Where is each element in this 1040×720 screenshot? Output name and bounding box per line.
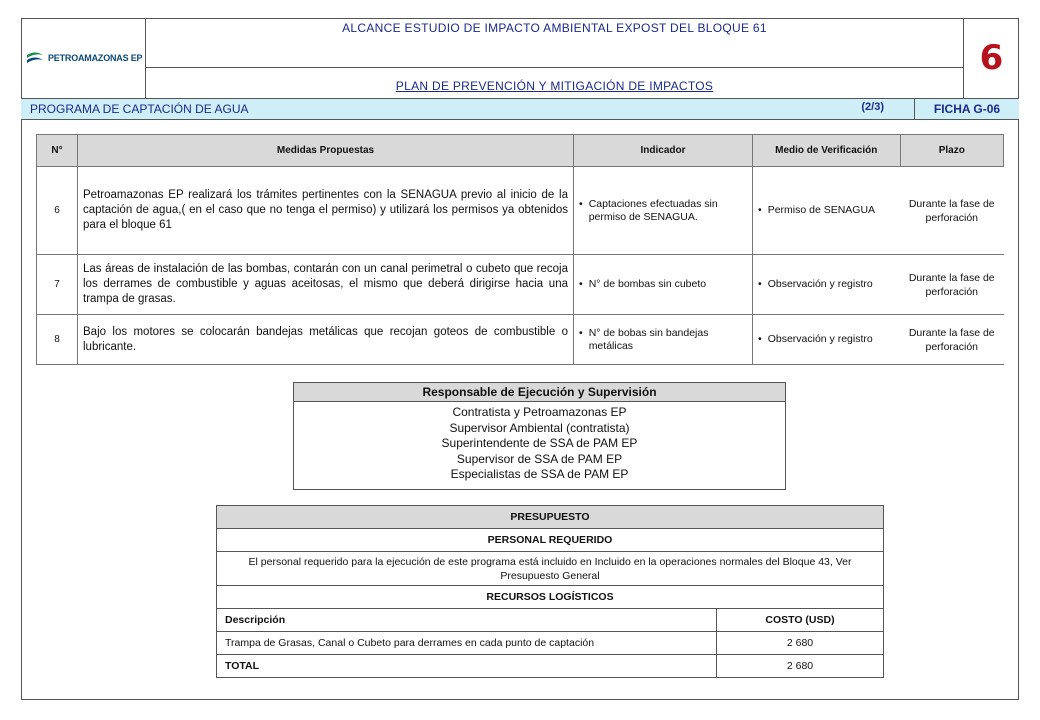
list-item: Contratista y Petroamazonas EP: [452, 405, 627, 419]
document-title: ALCANCE ESTUDIO DE IMPACTO AMBIENTAL EXPOST DEL BLOQUE 61: [146, 18, 963, 68]
header-number: N°: [37, 135, 78, 167]
verification-text: Observación y registro: [767, 333, 873, 345]
table-row: [37, 315, 1004, 365]
total-label: TOTAL: [217, 655, 717, 678]
list-item: Especialistas de SSA de PAM EP: [450, 467, 629, 481]
total-value: 2 680: [717, 655, 884, 678]
bullet-icon: •: [758, 333, 762, 345]
responsible-box: [293, 382, 786, 490]
list-item: Superintendente de SSA de PAM EP: [441, 436, 638, 450]
verification-text: Observación y registro: [767, 278, 873, 290]
header-measures: Medidas Propuestas: [78, 135, 574, 167]
row-term: Durante la fase de perforación: [900, 315, 1004, 365]
document-header: [21, 18, 1019, 98]
row-verification: [753, 167, 901, 255]
row-verification: [753, 255, 901, 315]
header-verification: Medio de Verificación: [753, 135, 901, 167]
page-indicator: (2/3): [861, 101, 884, 113]
item-cost: 2 680: [717, 632, 884, 655]
row-measure: Petroamazonas EP realizará los trámites pertinentes con la SENAGUA previo al inicio de la captación de agua,( en el caso que no tenga el permiso) y utilizará los permisos ya obtenidos para el bloque 61: [78, 167, 574, 255]
row-indicator: [574, 315, 753, 365]
logo-cell: [21, 18, 146, 98]
measures-table: [36, 134, 1004, 365]
table-row: [37, 167, 1004, 255]
logo-text: PETROAMAZONAS EP: [48, 53, 143, 63]
document-subtitle: PLAN DE PREVENCIÓN Y MITIGACIÓN DE IMPACTOS: [395, 79, 714, 93]
row-measure: Bajo los motores se colocarán bandejas metálicas que recojan goteos de combustible o lubricante.: [78, 315, 574, 365]
row-indicator: [574, 255, 753, 315]
row-term: Durante la fase de perforación: [900, 167, 1004, 255]
table-row: [217, 632, 884, 655]
indicator-text: N° de bobas sin bandejas metálicas: [588, 326, 709, 352]
row-number: 6: [37, 167, 78, 255]
bullet-icon: •: [579, 278, 583, 290]
chapter-number-cell: [963, 18, 1019, 98]
row-indicator: [574, 167, 753, 255]
bullet-icon: •: [758, 204, 762, 216]
personnel-text: El personal requerido para la ejecución de este programa está incluido en Incluido en la operaciones normales del Bloque 43, Ver Presupuesto General: [217, 552, 884, 586]
bullet-icon: •: [758, 278, 762, 290]
indicator-text: N° de bombas sin cubeto: [588, 278, 707, 290]
header-term: Plazo: [900, 135, 1004, 167]
table-row: [37, 255, 1004, 315]
bullet-icon: •: [579, 197, 583, 210]
list-item: Supervisor Ambiental (contratista): [449, 420, 630, 435]
header-indicator: Indicador: [574, 135, 753, 167]
row-term: Durante la fase de perforación: [900, 255, 1004, 315]
company-logo: [26, 51, 142, 65]
program-title: PROGRAMA DE CAPTACIÓN DE AGUA: [30, 102, 249, 116]
row-measure: Las áreas de instalación de las bombas, contarán con un canal perimetral o cubeto que recoja los derrames de combustible y aguas aceitosas, el mismo que deberá dirigirse hacia una trampa de grasas.: [78, 255, 574, 315]
indicator-text: Captaciones efectuadas sin permiso de SENAGUA.: [588, 197, 718, 223]
column-description: Descripción: [217, 609, 717, 632]
row-verification: [753, 315, 901, 365]
list-item: Supervisor de SSA de PAM EP: [456, 451, 623, 466]
responsible-title: Responsable de Ejecución y Supervisión: [294, 383, 785, 402]
personnel-title: PERSONAL REQUERIDO: [217, 529, 884, 552]
program-title-cell: [21, 99, 914, 119]
total-row: [217, 655, 884, 678]
row-number: 7: [37, 255, 78, 315]
logo-mark-icon: [26, 51, 44, 65]
row-number: 8: [37, 315, 78, 365]
bullet-icon: •: [579, 326, 583, 339]
column-cost: COSTO (USD): [717, 609, 884, 632]
verification-text: Permiso de SENAGUA: [767, 204, 876, 216]
budget-title: PRESUPUESTO: [217, 506, 884, 529]
program-bar: [21, 98, 1019, 120]
budget-header-row: [217, 609, 884, 632]
responsible-list: [294, 402, 785, 483]
budget-table: [216, 505, 884, 678]
ficha-code: FICHA G-06: [914, 99, 1019, 119]
chapter-number: 6: [979, 38, 1004, 78]
table-header-row: [37, 135, 1004, 167]
item-description: Trampa de Grasas, Canal o Cubeto para derrames en cada punto de captación: [217, 632, 717, 655]
resources-title: RECURSOS LOGÍSTICOS: [217, 586, 884, 609]
